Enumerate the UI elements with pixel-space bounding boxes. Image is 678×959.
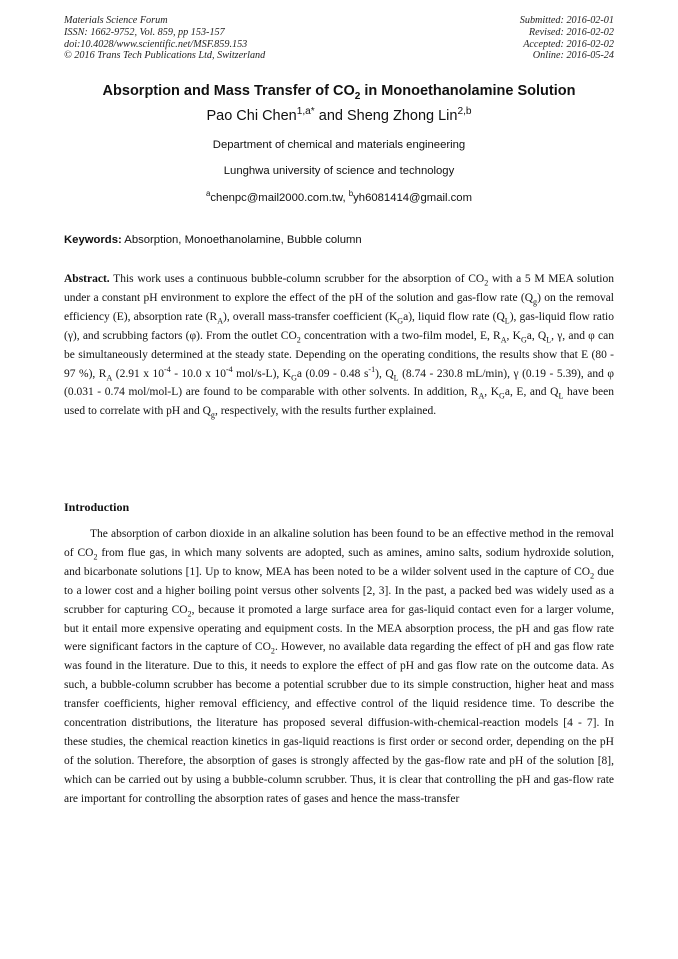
journal-issn: ISSN: 1662-9752, Vol. 859, pp 153-157 [64, 26, 225, 38]
abstract-text: ), overall mass-transfer coefficient (K [223, 310, 398, 323]
abstract-text: , K [484, 386, 500, 399]
abstract-subscript: G [520, 335, 527, 345]
abstract-subscript: G [397, 316, 404, 326]
author-conjunction: and [314, 108, 347, 124]
abstract-text: - 10.0 x 10 [170, 367, 226, 380]
date-accepted: Accepted: 2016-02-02 [523, 38, 614, 50]
abstract-subscript: L [504, 316, 510, 326]
introduction-text: from flue gas, in which many solvents are adopted, such as amines, amino salts, sodium hydroxide solution, and bicarbonate solutions [1]. Up to know, MEA has been noted to be a wilder solvent used in the capture of CO [64, 546, 614, 578]
abstract-superscript: -4 [225, 364, 233, 374]
abstract-text: (8.74 - 230.8 mL/min), γ (0.19 - 5.39), and φ (0.031 - 0.74 mol/mol-L) are found to be comparable with other solvents. In addition, R [64, 367, 614, 399]
introduction-text: . However, no available data regarding the effect of pH and gas flow rate was found in the literature. Due to this, it needs to explore the effect of pH and gas flow rate on the outcome data. As such, a bubble-column scrubber has become a potential scrubber due to its simple construction, higher heat and mass transfer coefficients, higher removal efficiency, and effective control of the liquid residence time. To describe the concentration distributions, the literature has proposed several diffusion-with-chemical-reaction models [4 - 7]. In these studies, the chemical reaction kinetics in gas-liquid reactions is first order or second order, depending on the pH of the solution. Therefore, the absorption of gases is strongly affected by the gas-flow rate and pH of the solution [8], which can be carried out by using a bubble-column scrubber. Thus, it is clear that controlling the pH and gas-flow rate are important for controlling the absorption rates of gases and hence the mass-transfer [64, 641, 615, 805]
abstract-text: , K [506, 329, 521, 342]
date-revised: Revised: 2016-02-02 [528, 26, 614, 38]
introduction-subscript: 2 [590, 571, 595, 581]
abstract-text: , γ, and φ can be simultaneously determined at the steady state. Depending on the operating conditions, the results show that E (80 - 97 %), R [64, 329, 614, 380]
abstract-text: ), gas-liquid flow ratio (γ), and scrubbing factors (φ). From the outlet CO [64, 310, 614, 342]
title-text: Absorption and Mass Transfer of CO [102, 83, 355, 99]
title-subscript: 2 [354, 90, 361, 102]
introduction-text: , because it promoted a large surface area for gas-liquid contact even for a larger volume, but it entail more expensive operating and equipment costs. In the MEA absorption process, the pH and gas flow rate were significant factors in the capture of CO [64, 603, 614, 654]
abstract-subscript: 2 [484, 278, 489, 288]
keywords [64, 234, 362, 246]
keywords-label: Keywords: [64, 234, 122, 246]
email-marker-a: a [206, 189, 211, 199]
affiliation-university: Lunghwa university of science and technology [223, 165, 455, 177]
author-emails [0, 189, 678, 204]
abstract-subscript: A [106, 372, 113, 382]
abstract-subscript: L [393, 372, 399, 382]
introduction-text: due to a lower cost and a higher boiling point versus other solvents [2, 3]. In the past, a packed bed was widely used as a scrubber for capturing CO [64, 565, 614, 616]
date-online: Online: 2016-05-24 [532, 50, 614, 62]
journal-name: Materials Science Forum [64, 15, 168, 26]
abstract-subscript: A [478, 391, 485, 401]
abstract-text: a, Q [526, 329, 547, 342]
email-b: yh6081414@gmail.com [353, 192, 472, 204]
abstract-text: This work uses a continuous bubble-column scrubber for the absorption of CO [109, 273, 485, 285]
section-heading-introduction: Introduction [64, 500, 130, 514]
abstract-subscript: g [533, 297, 538, 307]
introduction-subscript: 2 [270, 646, 275, 656]
author-2: Sheng Zhong Lin [347, 108, 458, 124]
abstract-text: ) on the removal efficiency (E), absorption rate (R [64, 291, 615, 323]
abstract-superscript: -1 [368, 364, 376, 374]
abstract-text: have been used to correlate with pH and Q [64, 386, 614, 418]
affiliation-department: Department of chemical and materials engineering [212, 139, 466, 151]
introduction-subscript: 2 [93, 552, 98, 562]
abstract-text: ), Q [375, 367, 394, 380]
abstract-subscript: 2 [296, 335, 301, 345]
journal-header [64, 15, 265, 62]
abstract-subscript: A [217, 316, 224, 326]
abstract-text: with a 5 M MEA solution under a constant pH environment to explore the effect of the pH of the solution and gas-flow rate (Q [64, 273, 614, 304]
journal-copyright: © 2016 Trans Tech Publications Ltd, Switzerland [64, 50, 266, 62]
abstract-body [64, 273, 615, 420]
abstract-text: a, E, and Q [504, 386, 559, 399]
abstract-label: Abstract. [64, 273, 110, 285]
title-text-end: in Monoethanolamine Solution [360, 83, 576, 99]
paper-title [0, 83, 678, 102]
abstract-superscript: -4 [164, 364, 171, 374]
email-separator: , [342, 192, 349, 204]
abstract-text: , respectively, with the results further explained. [214, 405, 437, 418]
keywords-text: Absorption, Monoethanolamine, Bubble column [121, 234, 362, 246]
abstract-subscript: G [291, 372, 297, 382]
abstract-subscript: A [500, 335, 507, 345]
abstract-subscript: G [499, 391, 505, 401]
abstract-text: a (0.09 - 0.48 s [296, 367, 369, 380]
author-1: Pao Chi Chen [206, 108, 297, 124]
date-submitted: Submitted: 2016-02-01 [519, 15, 614, 26]
abstract-text: a), liquid flow rate (Q [403, 310, 505, 323]
introduction-text: The absorption of carbon dioxide in an alkaline solution has been found to be an effective method in the removal of CO [64, 528, 614, 559]
introduction-paragraph [64, 525, 614, 809]
abstract-text: mol/s-L), K [232, 367, 292, 380]
email-a: chenpc@mail2000.com.tw [210, 192, 343, 204]
author-list [0, 108, 678, 124]
abstract-text: concentration with a two-film model, E, R [300, 329, 501, 342]
abstract-paragraph [64, 270, 614, 421]
abstract-subscript: L [546, 335, 552, 345]
abstract-subscript: L [558, 391, 564, 401]
dates-header [520, 15, 614, 62]
introduction-subscript: 2 [187, 608, 192, 618]
journal-doi: doi:10.4028/www.scientific.net/MSF.859.153 [64, 38, 248, 50]
email-marker-b: b [348, 189, 354, 199]
abstract-subscript: g [210, 410, 215, 420]
author-1-marker: 1,a* [296, 106, 315, 118]
author-2-marker: 2,b [457, 106, 472, 118]
abstract-text: (2.91 x 10 [112, 367, 165, 380]
